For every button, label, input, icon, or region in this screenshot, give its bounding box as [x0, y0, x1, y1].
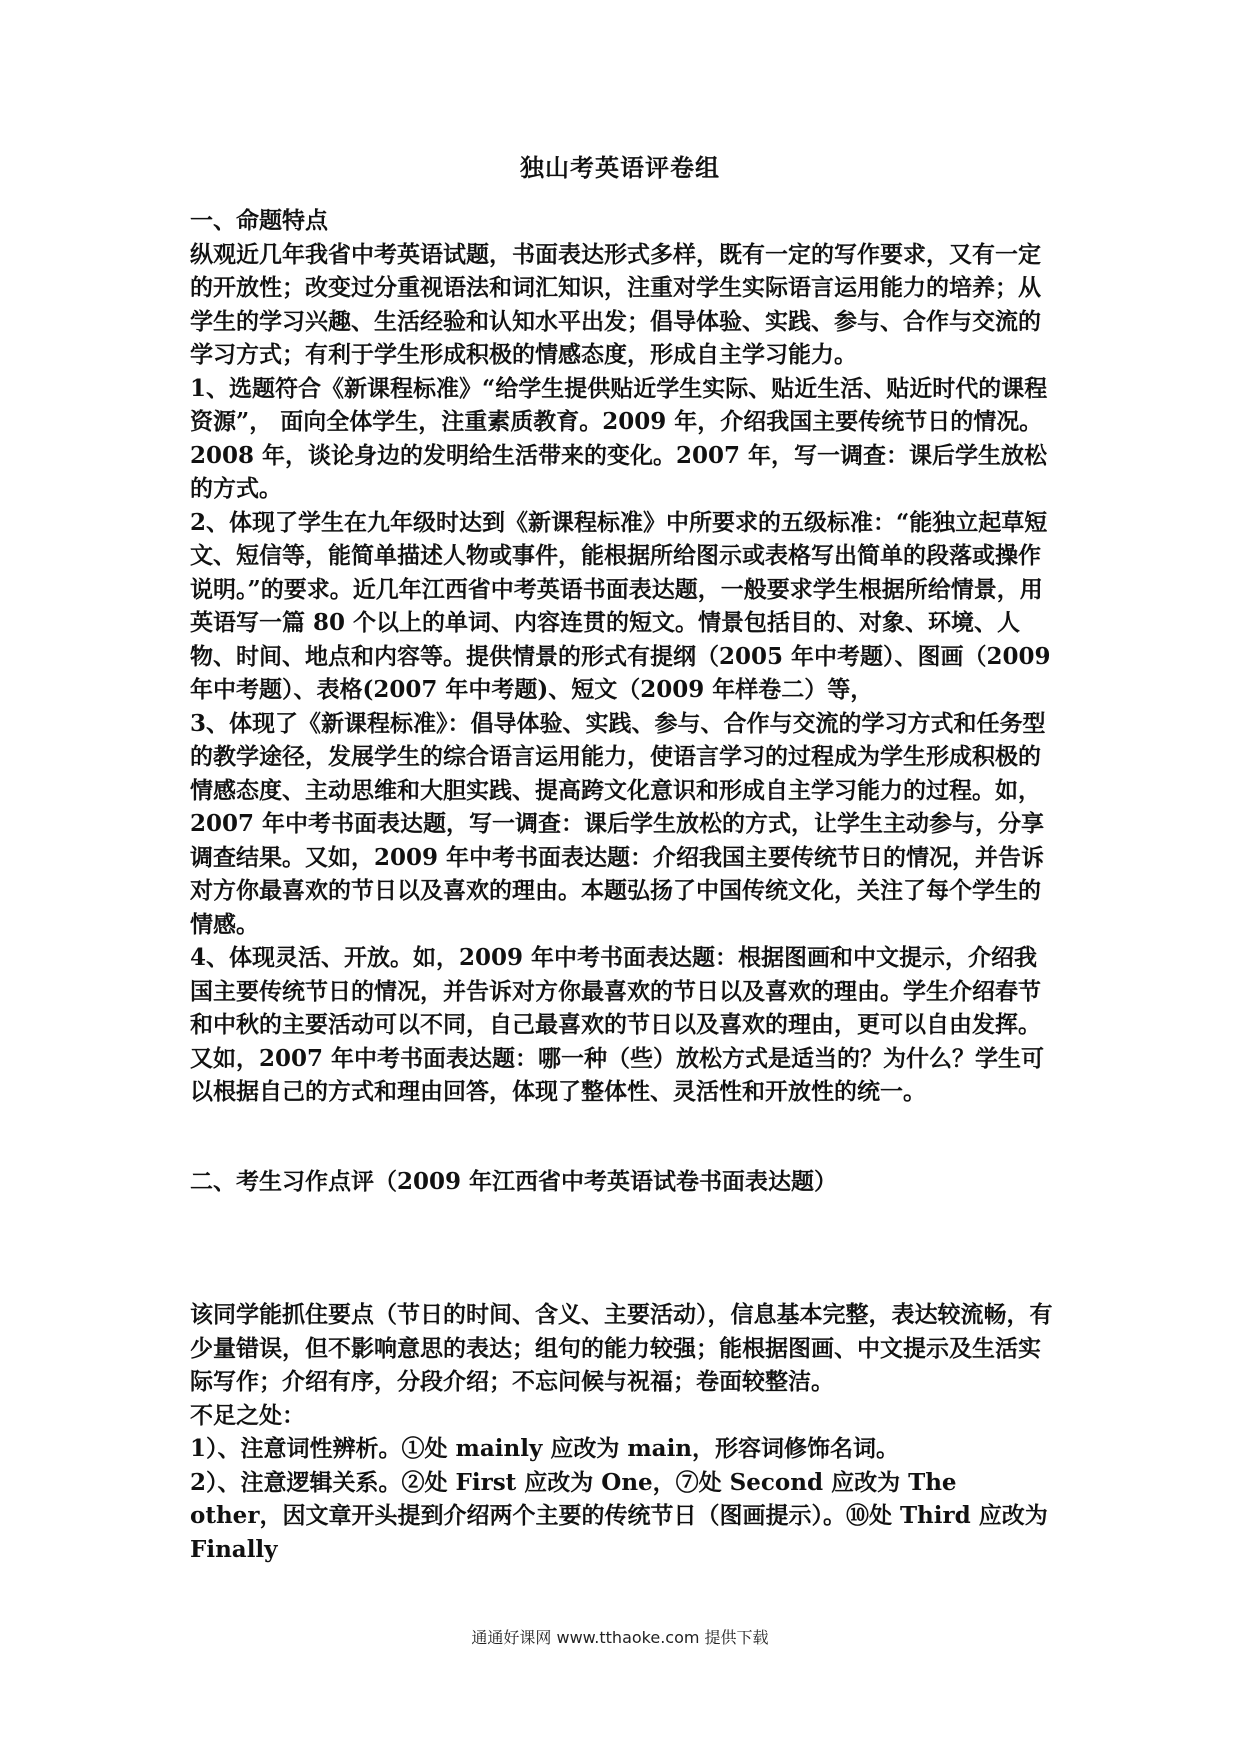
spacer [190, 1109, 1056, 1165]
section1-point2: 2、体现了学生在九年级时达到《新课程标准》中所要求的五级标准：“能独立起草短文、短信等，能简单描述人物或事件，能根据所给图示或表格写出简单的段落或操作说明。”的要求。近几年江西省中考英语书面表达题，一般要求学生根据所给情景，用英语写一篇 80 个以上的单词、内容连贯的短文。情景包括目的、对象、环境、人物、时间、地点和内容等。提供情景的形式有提纲（2005 年中考题）、图画（2009 年中考题）、表格(2007 年中考题)、短文（2009 年样卷二）等， [190, 508, 1051, 703]
document-body [190, 204, 1056, 1566]
spacer [190, 1198, 1056, 1298]
section2-comment: 该同学能抓住要点（节日的时间、含义、主要活动），信息基本完整，表达较流畅，有少量错误，但不影响意思的表达；组句的能力较强；能根据图画、中文提示及生活实际写作；介绍有序，分段介绍；不忘问候与祝福；卷面较整洁。 [190, 1301, 1053, 1395]
section1-point1: 1、选题符合《新课程标准》“给学生提供贴近学生实际、贴近生活、贴近时代的课程资源”， 面向全体学生，注重素质教育。2009 年，介绍我国主要传统节日的情况。2008 年，谈论身边的发明给生活带来的变化。2007 年，写一调查：课后学生放松的方式。 [190, 374, 1048, 502]
section1-point4: 4、体现灵活、开放。如，2009 年中考书面表达题：根据图画和中文提示，介绍我国主要传统节日的情况，并告诉对方你最喜欢的节日以及喜欢的理由。学生介绍春节和中秋的主要活动可以不同，自己最喜欢的节日以及喜欢的理由，更可以自由发挥。又如，2007 年中考书面表达题：哪一种（些）放松方式是适当的？为什么？学生可以根据自己的方式和理由回答，体现了整体性、灵活性和开放性的统一。 [190, 944, 1045, 1105]
section2-item1: 1）、注意词性辨析。①处 mainly 应改为 main，形容词修饰名词。 [190, 1435, 900, 1462]
section1-point3: 3、体现了《新课程标准》：倡导体验、实践、参与、合作与交流的学习方式和任务型的教学途径，发展学生的综合语言运用能力，使语言学习的过程成为学生形成积极的情感态度、主动思维和大胆实践、提高跨文化意识和形成自主学习能力的过程。如，2007 年中考书面表达题，写一调查：课后学生放松的方式，让学生主动参与，分享调查结果。又如，2009 年中考书面表达题：介绍我国主要传统节日的情况，并告诉对方你最喜欢的节日以及喜欢的理由。本题弘扬了中国传统文化，关注了每个学生的情感。 [190, 709, 1046, 938]
section1-intro: 纵观近几年我省中考英语试题，书面表达形式多样，既有一定的写作要求，又有一定的开放性；改变过分重视语法和词汇知识，注重对学生实际语言运用能力的培养；从学生的学习兴趣、生活经验和认知水平出发；倡导体验、实践、参与、合作与交流的学习方式；有利于学生形成积极的情感态度，形成自主学习能力。 [190, 240, 1041, 368]
section2-shortcomings: 不足之处： [190, 1401, 305, 1429]
section2-heading: 二、考生习作点评（2009 年江西省中考英语试卷书面表达题） [190, 1167, 838, 1195]
section1-heading: 一、命题特点 [190, 207, 328, 234]
section2-item2: 2）、注意逻辑关系。②处 First 应改为 One，⑦处 Second 应改为 The other，因文章开头提到介绍两个主要的传统节日（图画提示）。⑩处 Third 应改为 Finally [190, 1468, 1048, 1563]
footer-download-note: 通通好课网 www.tthaoke.com 提供下载 [471, 1628, 769, 1647]
document-title: 独山考英语评卷组 [520, 153, 720, 182]
